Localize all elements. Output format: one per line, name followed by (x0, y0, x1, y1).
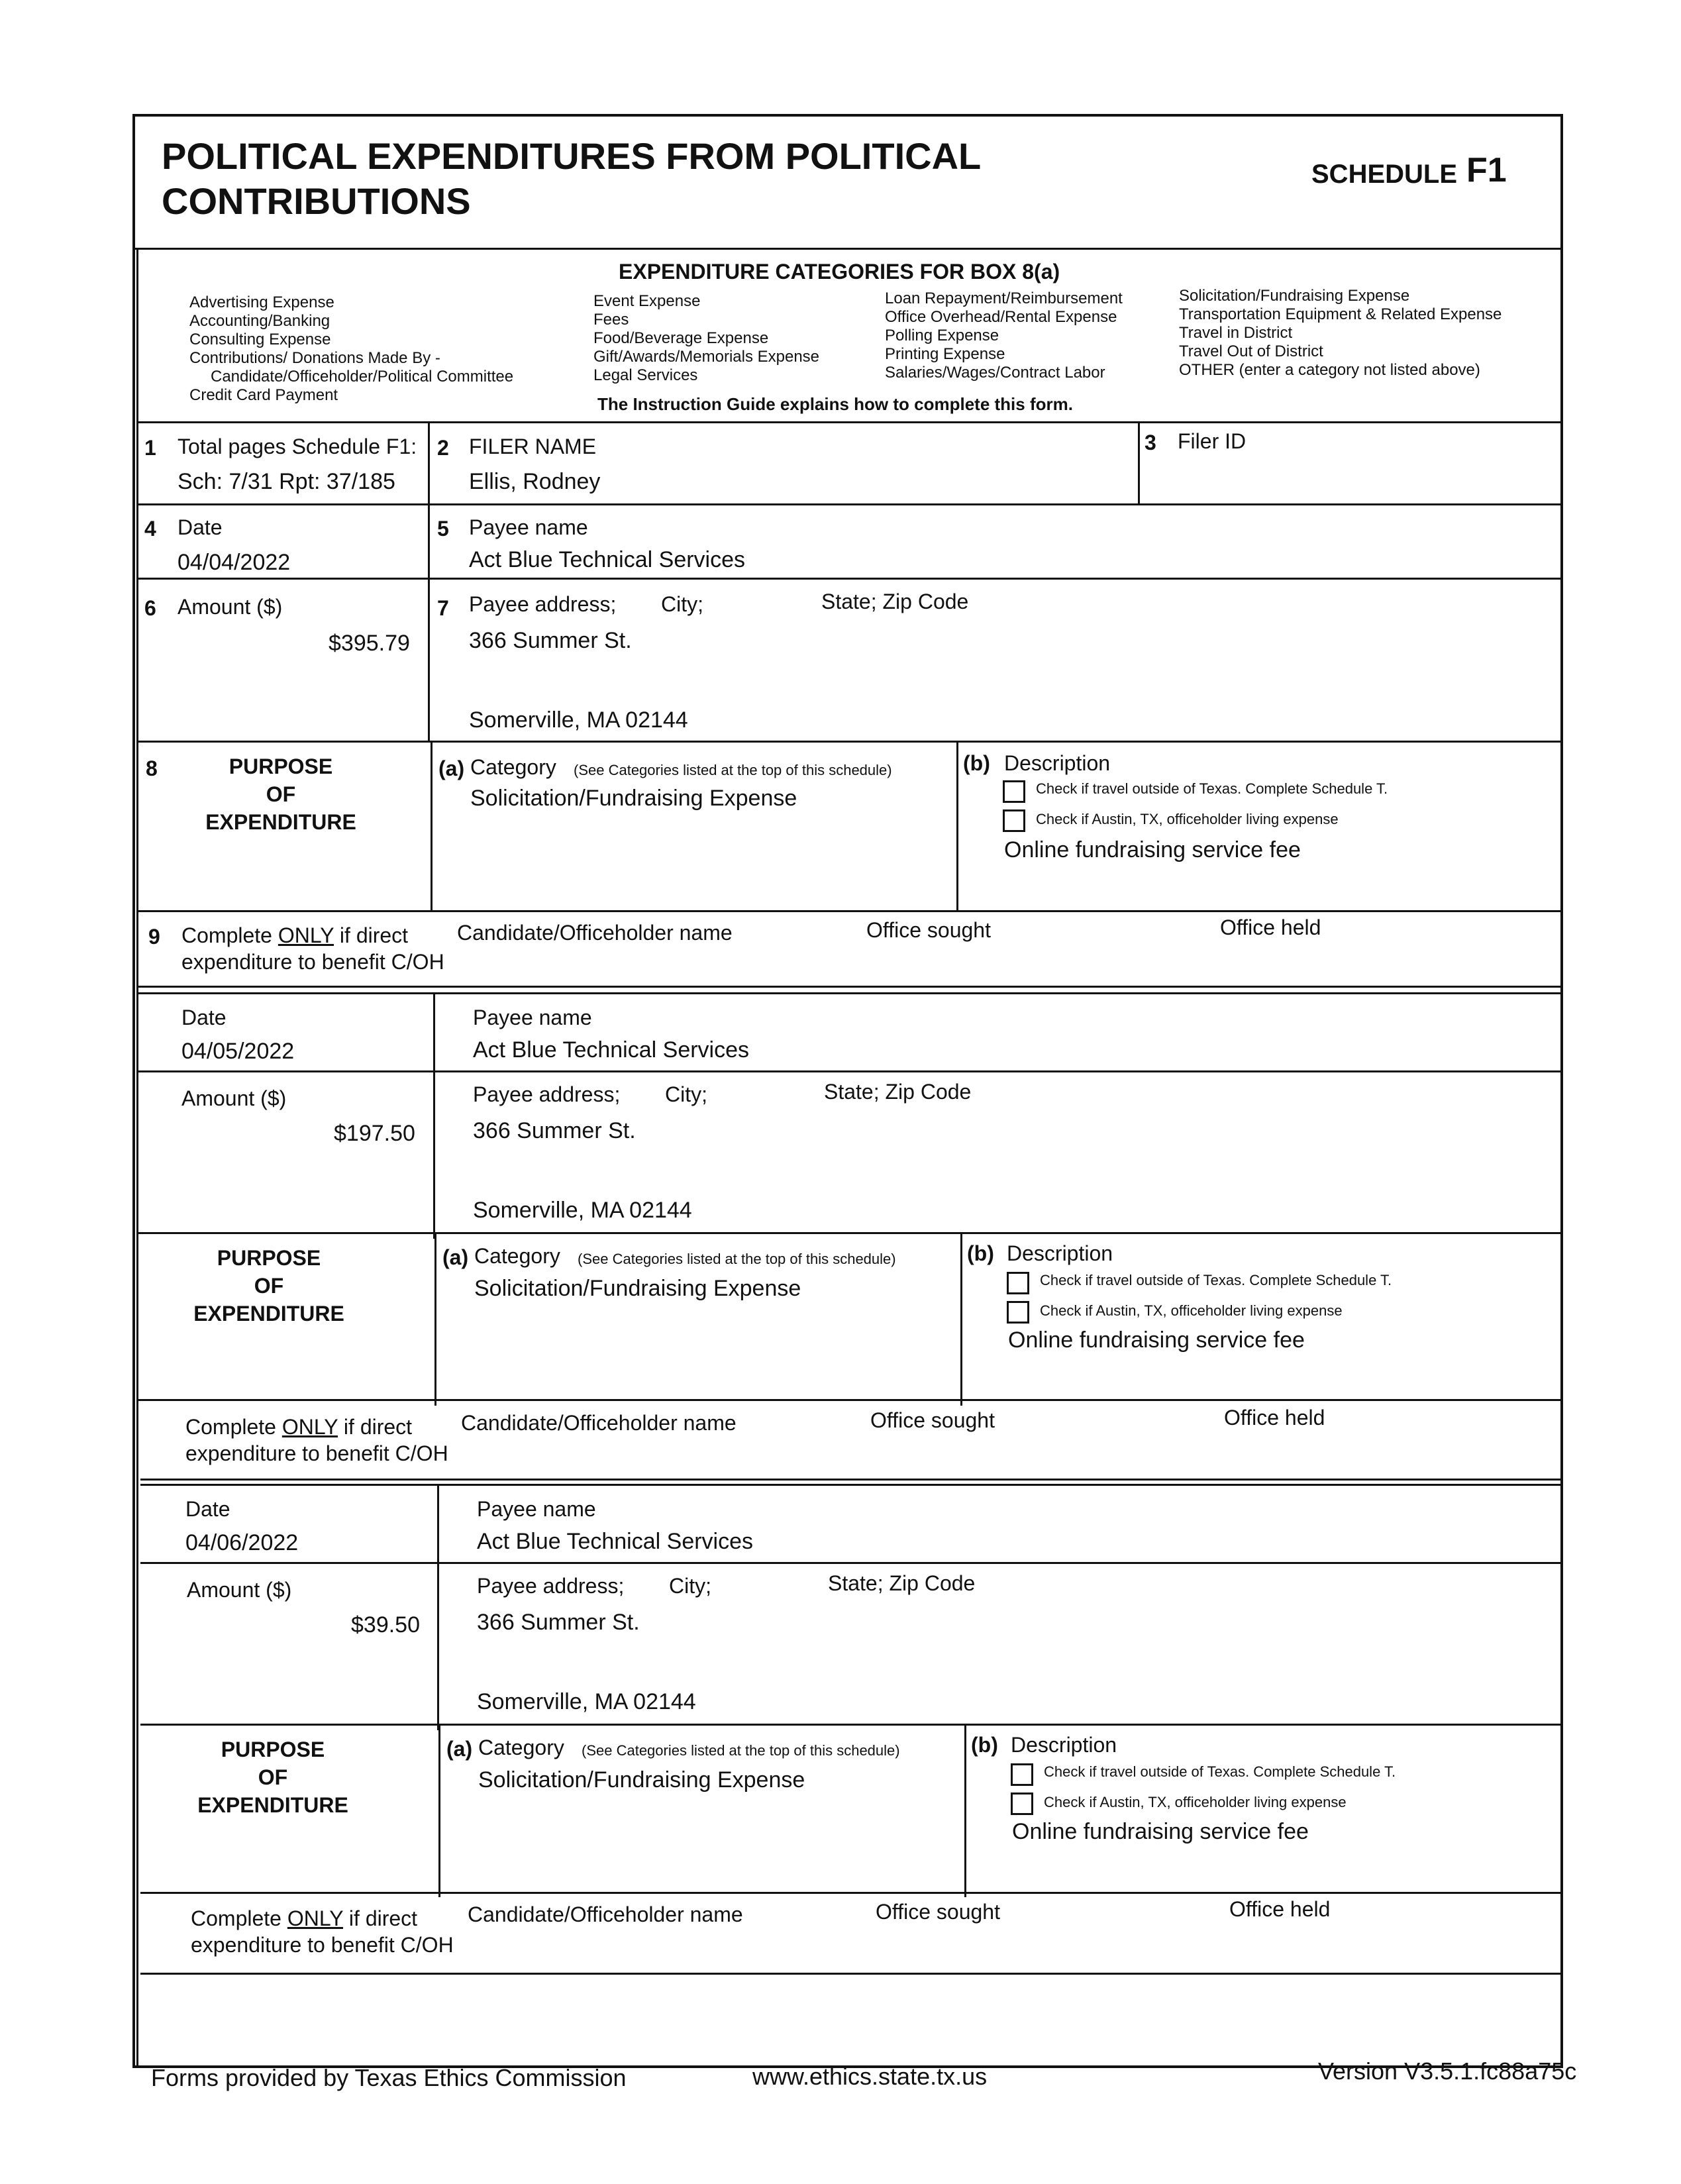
travel-outside-texas-label: Check if travel outside of Texas. Complete Schedule T. (1036, 780, 1388, 797)
complete-only: ONLY (287, 1906, 344, 1930)
purpose-word: OF (258, 1765, 288, 1789)
category-item: Credit Card Payment (189, 386, 338, 404)
travel-outside-texas-checkbox[interactable] (1007, 1272, 1029, 1294)
payee-address-label: Payee address; (469, 592, 617, 616)
category-note: (See Categories listed at the top of this schedule) (578, 1251, 896, 1267)
complete-pre: Complete (185, 1415, 282, 1439)
complete-line2: expenditure to benefit C/OH (181, 950, 444, 974)
description-value: Online fundraising service fee (1004, 837, 1301, 862)
header-divider (132, 248, 1563, 250)
payee-name-label: Payee name (477, 1497, 596, 1521)
col-line (956, 741, 958, 911)
category-value: Solicitation/Fundraising Expense (474, 1276, 801, 1301)
row-line (136, 741, 1563, 743)
schedule-code: F1 (1466, 151, 1507, 189)
date-value: 04/04/2022 (178, 550, 291, 575)
category-item: Salaries/Wages/Contract Labor (885, 364, 1105, 382)
payee-name-value: Act Blue Technical Services (477, 1529, 754, 1554)
address-line2: Somerville, MA 02144 (469, 707, 688, 733)
footer-version: Version V3.5.1.fc88a75c (1318, 2057, 1577, 2085)
category-item: Candidate/Officeholder/Political Committee (211, 368, 514, 386)
category-item: Polling Expense (885, 327, 999, 344)
candidate-name-label: Candidate/Officeholder name (457, 921, 733, 945)
category-letter: (a) (442, 1245, 469, 1269)
complete-post: if direct (338, 1415, 413, 1439)
row-line (140, 1973, 1563, 1975)
box-number: 9 (148, 925, 160, 949)
category-item: Consulting Expense (189, 331, 331, 348)
form-title-line2: CONTRIBUTIONS (162, 180, 471, 222)
row-line (136, 1070, 1563, 1072)
state-zip-label: State; Zip Code (824, 1080, 972, 1104)
candidate-name-label: Candidate/Officeholder name (461, 1411, 737, 1435)
box-number: 5 (437, 517, 449, 541)
payee-name-label: Payee name (469, 515, 588, 539)
description-label: Description (1007, 1241, 1113, 1265)
entry-separator (136, 992, 1563, 994)
purpose-word: PURPOSE (217, 1246, 321, 1270)
total-pages-value: Sch: 7/31 Rpt: 37/185 (178, 469, 395, 494)
row-line (136, 1399, 1563, 1401)
row-line (136, 578, 1563, 580)
row-line (136, 421, 1563, 423)
row-line (136, 910, 1563, 912)
complete-post: if direct (343, 1906, 418, 1930)
travel-outside-texas-label: Check if travel outside of Texas. Complete Schedule T. (1040, 1272, 1392, 1288)
date-value: 04/05/2022 (181, 1039, 295, 1064)
austin-living-expense-checkbox[interactable] (1011, 1793, 1033, 1815)
entry-separator (136, 986, 1563, 988)
category-item: Travel in District (1179, 324, 1293, 342)
category-value: Solicitation/Fundraising Expense (470, 786, 797, 811)
row-line (140, 1562, 1563, 1564)
category-value: Solicitation/Fundraising Expense (478, 1767, 805, 1793)
category-item: Fees (593, 311, 629, 329)
complete-pre: Complete (191, 1906, 287, 1930)
category-item: Solicitation/Fundraising Expense (1179, 287, 1410, 305)
entry-separator (140, 1484, 1563, 1486)
categories-heading: EXPENDITURE CATEGORIES FOR BOX 8(a) (619, 260, 1060, 284)
category-note: (See Categories listed at the top of this schedule) (582, 1742, 900, 1759)
row-line (140, 1892, 1563, 1894)
category-item: Food/Beverage Expense (593, 329, 769, 347)
date-label: Date (185, 1497, 230, 1521)
category-item: Accounting/Banking (189, 312, 331, 330)
purpose-word: OF (266, 782, 296, 806)
address-line1: 366 Summer St. (477, 1610, 640, 1635)
complete-line2: expenditure to benefit C/OH (185, 1441, 448, 1465)
travel-outside-texas-checkbox[interactable] (1011, 1763, 1033, 1786)
description-letter: (b) (967, 1241, 994, 1265)
purpose-word: EXPENDITURE (205, 810, 356, 834)
box-number: 7 (437, 596, 449, 620)
category-item: OTHER (enter a category not listed above) (1179, 361, 1480, 379)
office-sought-label: Office sought (870, 1408, 995, 1432)
description-letter: (b) (963, 751, 990, 775)
complete-only-label (185, 1414, 448, 1467)
payee-name-value: Act Blue Technical Services (473, 1037, 750, 1063)
col-line (1138, 421, 1140, 503)
austin-living-expense-label: Check if Austin, TX, officeholder living expense (1044, 1794, 1347, 1810)
austin-living-expense-checkbox[interactable] (1007, 1301, 1029, 1324)
description-label: Description (1011, 1733, 1117, 1757)
category-item: Legal Services (593, 366, 698, 384)
complete-post: if direct (334, 923, 409, 947)
footer-website[interactable]: www.ethics.state.tx.us (752, 2063, 988, 2090)
category-label: Category (474, 1244, 560, 1268)
purpose-word: PURPOSE (229, 754, 333, 778)
category-item: Event Expense (593, 292, 701, 310)
box-number: 3 (1145, 431, 1156, 454)
frame-left-shadow (136, 249, 138, 2068)
state-zip-label: State; Zip Code (821, 590, 969, 613)
amount-label: Amount ($) (178, 595, 283, 619)
city-label: City; (661, 592, 703, 616)
row-line (136, 1232, 1563, 1234)
schedule-label: SCHEDULE (1311, 160, 1458, 189)
city-label: City; (665, 1082, 707, 1106)
complete-pre: Complete (181, 923, 278, 947)
candidate-name-label: Candidate/Officeholder name (468, 1902, 743, 1926)
category-item: Loan Repayment/Reimbursement (885, 289, 1123, 307)
box-number: 4 (144, 517, 156, 541)
col-line (434, 1232, 436, 1406)
purpose-label (168, 753, 393, 836)
col-line (437, 1484, 439, 1730)
payee-name-label: Payee name (473, 1006, 592, 1029)
col-line (960, 1232, 962, 1406)
purpose-word: EXPENDITURE (197, 1793, 348, 1817)
address-line2: Somerville, MA 02144 (473, 1198, 692, 1223)
category-item: Office Overhead/Rental Expense (885, 308, 1117, 326)
amount-label: Amount ($) (187, 1578, 292, 1602)
purpose-label (156, 1244, 382, 1327)
category-letter: (a) (438, 756, 465, 780)
filer-name-label: FILER NAME (469, 435, 597, 458)
category-note: (See Categories listed at the top of this schedule) (574, 762, 892, 778)
description-letter: (b) (971, 1733, 998, 1757)
travel-outside-texas-label: Check if travel outside of Texas. Complete Schedule T. (1044, 1763, 1396, 1780)
category-item: Gift/Awards/Memorials Expense (593, 348, 820, 366)
box-number: 2 (437, 436, 449, 460)
box-number: 8 (146, 756, 158, 780)
footer-provider: Forms provided by Texas Ethics Commission (151, 2064, 627, 2091)
purpose-word: PURPOSE (221, 1738, 325, 1761)
payee-name-value: Act Blue Technical Services (469, 547, 746, 572)
amount-value: $395.79 (329, 631, 410, 656)
office-held-label: Office held (1229, 1897, 1331, 1921)
category-item: Contributions/ Donations Made By - (189, 349, 440, 367)
office-held-label: Office held (1224, 1406, 1325, 1430)
complete-only-label (181, 922, 444, 975)
purpose-word: EXPENDITURE (193, 1302, 344, 1326)
category-item: Printing Expense (885, 345, 1005, 363)
description-label: Description (1004, 751, 1111, 775)
date-value: 04/06/2022 (185, 1530, 299, 1555)
complete-only: ONLY (278, 923, 334, 947)
address-line1: 366 Summer St. (473, 1118, 636, 1143)
purpose-label (160, 1736, 385, 1819)
complete-only: ONLY (281, 1415, 338, 1439)
austin-living-expense-checkbox[interactable] (1003, 809, 1025, 832)
description-value: Online fundraising service fee (1012, 1819, 1309, 1844)
category-item: Advertising Expense (189, 293, 334, 311)
date-label: Date (178, 515, 223, 539)
box-number: 6 (144, 596, 156, 620)
category-item: Travel Out of District (1179, 342, 1323, 360)
address-line2: Somerville, MA 02144 (477, 1689, 696, 1714)
address-line1: 366 Summer St. (469, 628, 632, 653)
state-zip-label: State; Zip Code (828, 1571, 976, 1595)
austin-living-expense-label: Check if Austin, TX, officeholder living expense (1040, 1302, 1343, 1319)
filer-id-label: Filer ID (1178, 429, 1247, 453)
payee-address-label: Payee address; (473, 1082, 621, 1106)
description-value: Online fundraising service fee (1008, 1327, 1305, 1353)
col-line (428, 421, 430, 578)
city-label: City; (669, 1574, 711, 1598)
col-line (438, 1724, 440, 1897)
instruction-note: The Instruction Guide explains how to complete this form. (597, 394, 1073, 414)
category-label: Category (470, 755, 556, 779)
office-sought-label: Office sought (866, 918, 991, 942)
office-held-label: Office held (1220, 915, 1321, 939)
amount-value: $39.50 (351, 1612, 420, 1638)
form-title-line1: POLITICAL EXPENDITURES FROM POLITICAL (162, 135, 982, 177)
date-label: Date (181, 1006, 227, 1029)
category-item: Transportation Equipment & Related Expense (1179, 305, 1502, 323)
entry-separator (140, 1479, 1563, 1481)
row-line (140, 1724, 1563, 1726)
category-letter: (a) (446, 1737, 473, 1761)
category-label: Category (478, 1736, 564, 1759)
complete-only-label (191, 1905, 454, 1958)
row-line (136, 503, 1563, 505)
payee-address-label: Payee address; (477, 1574, 625, 1598)
filer-name-value: Ellis, Rodney (469, 469, 601, 494)
travel-outside-texas-checkbox[interactable] (1003, 780, 1025, 803)
office-sought-label: Office sought (876, 1900, 1000, 1924)
col-line (433, 992, 435, 1239)
box-number: 1 (144, 436, 156, 460)
purpose-word: OF (254, 1274, 284, 1298)
total-pages-label: Total pages Schedule F1: (178, 435, 417, 458)
col-line (964, 1724, 966, 1897)
austin-living-expense-label: Check if Austin, TX, officeholder living expense (1036, 811, 1339, 827)
col-line (431, 741, 433, 911)
complete-line2: expenditure to benefit C/OH (191, 1933, 454, 1957)
amount-label: Amount ($) (181, 1086, 287, 1110)
col-line (428, 578, 430, 741)
amount-value: $197.50 (334, 1121, 415, 1146)
